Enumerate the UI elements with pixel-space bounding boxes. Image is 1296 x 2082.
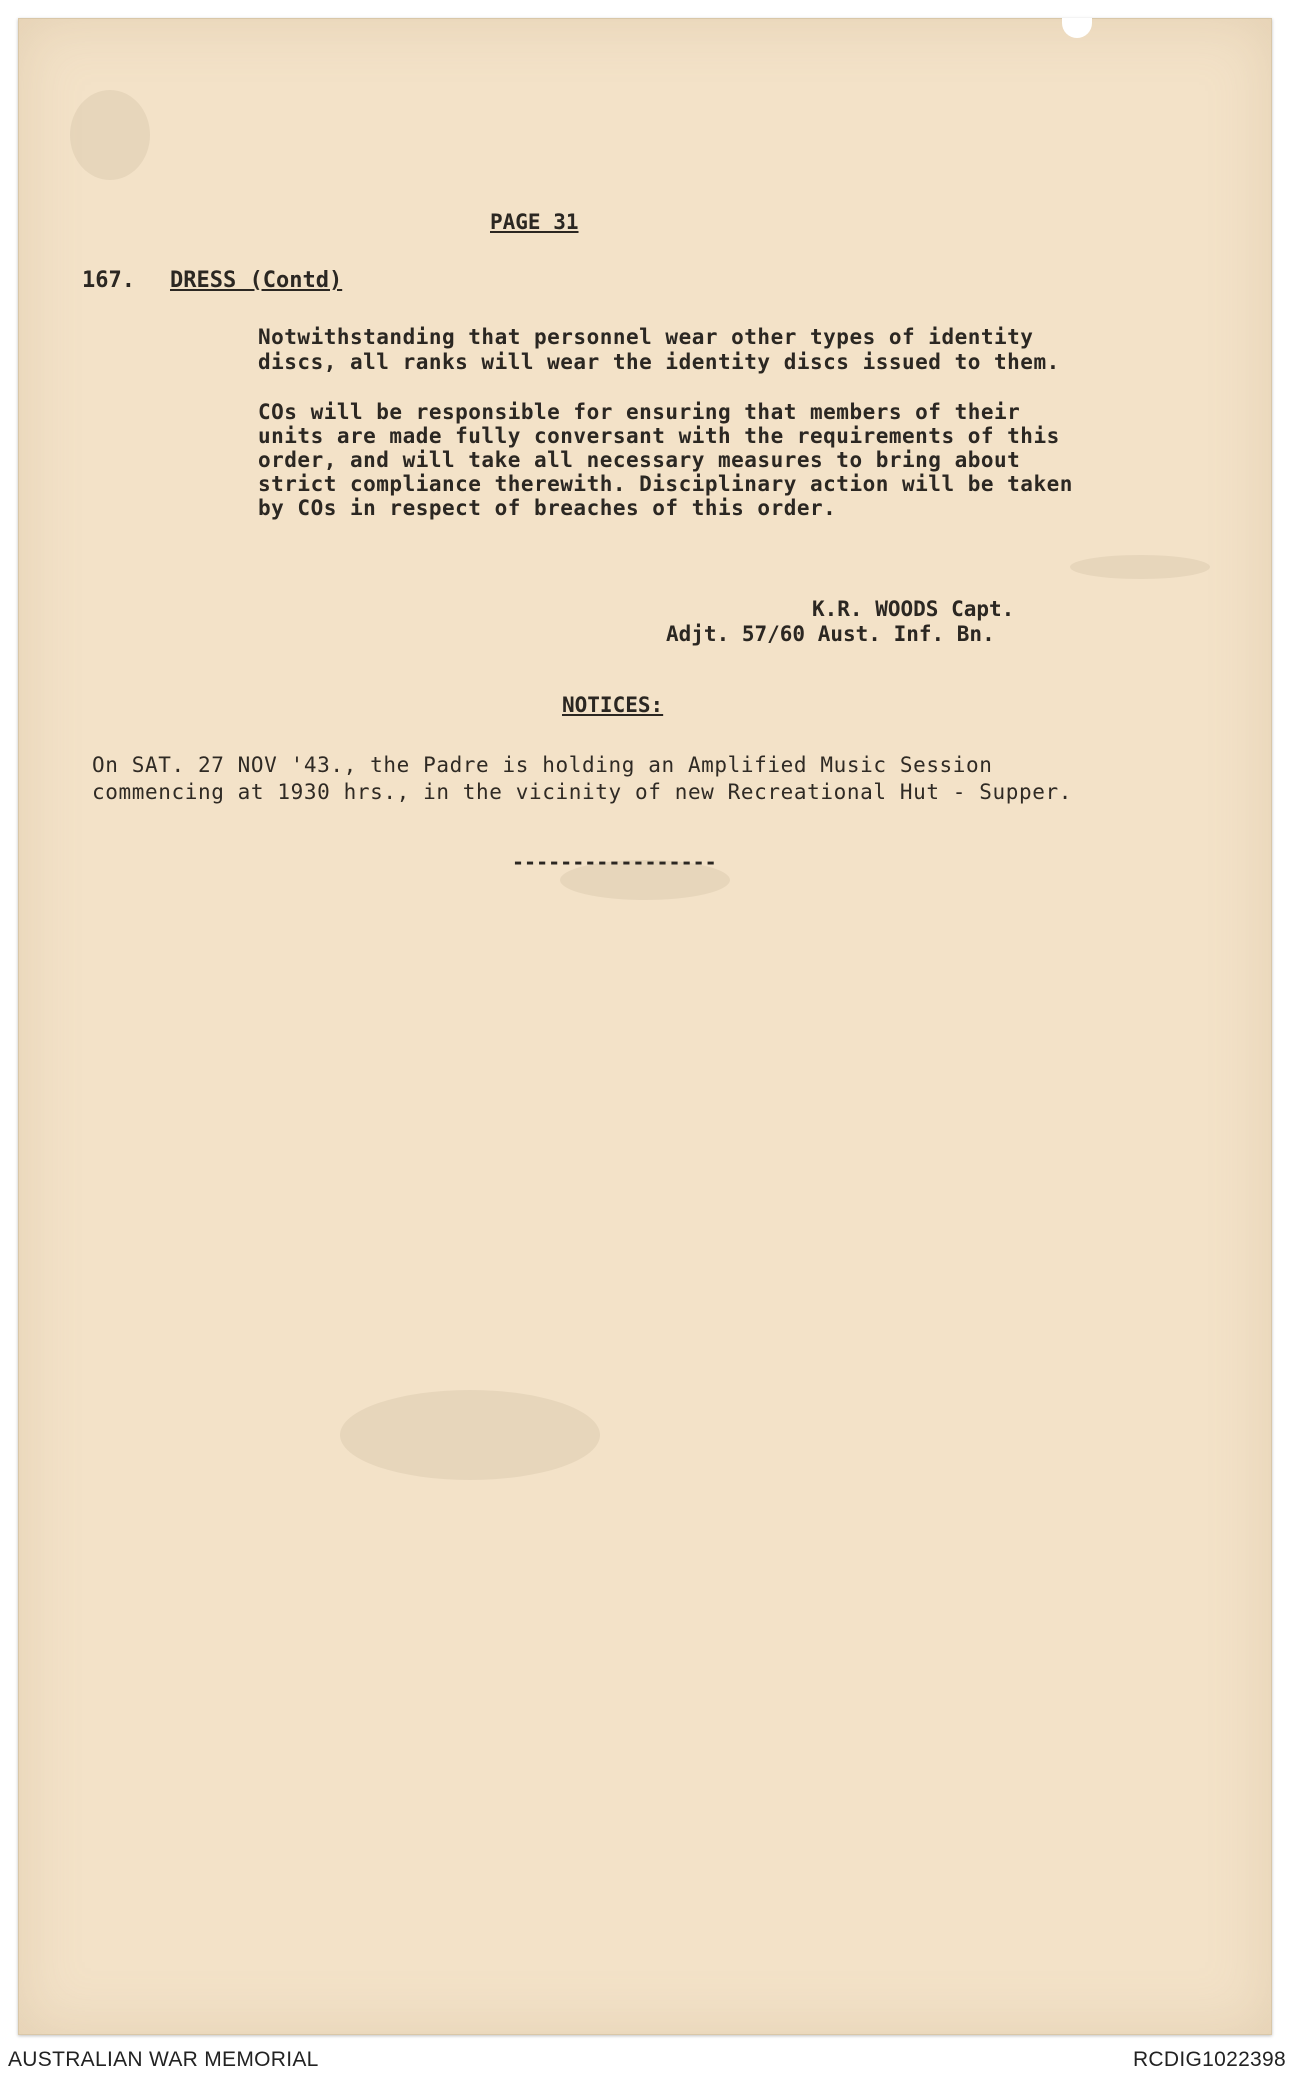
item-number: 167.	[82, 268, 135, 293]
paper-stain	[70, 90, 150, 180]
item-title: DRESS (Contd)	[170, 268, 343, 293]
footer-record-id: RCDIG1022398	[1132, 2048, 1286, 2071]
signature-role: Adjt. 57/60 Aust. Inf. Bn.	[666, 622, 995, 646]
divider-line: -----------------	[512, 850, 717, 874]
notice-line: On SAT. 27 NOV '43., the Padre is holding an Amplified Music Session	[92, 753, 993, 777]
paragraph-2-line: by COs in respect of breaches of this order.	[258, 496, 837, 520]
paragraph-2-line: order, and will take all necessary measures to bring about	[258, 448, 1021, 472]
paper-stain	[1070, 555, 1210, 579]
paragraph-2-line: strict compliance therewith. Disciplinary action will be taken	[258, 472, 1073, 496]
paragraph-2-line: units are made fully conversant with the requirements of this	[258, 424, 1060, 448]
paper-stain	[340, 1390, 600, 1480]
notice-line: commencing at 1930 hrs., in the vicinity of new Recreational Hut - Supper.	[92, 780, 1072, 804]
signature-name: K.R. WOODS Capt.	[812, 597, 1015, 621]
paragraph-1-line: discs, all ranks will wear the identity discs issued to them.	[258, 350, 1060, 374]
page-heading: PAGE 31	[490, 210, 579, 234]
footer-source-label: AUSTRALIAN WAR MEMORIAL	[8, 2048, 319, 2071]
paragraph-2-line: COs will be responsible for ensuring that members of their	[258, 400, 1021, 424]
paragraph-1-line: Notwithstanding that personnel wear other types of identity	[258, 325, 1034, 349]
notices-heading: NOTICES:	[562, 693, 664, 717]
document-sheet	[18, 18, 1272, 2035]
